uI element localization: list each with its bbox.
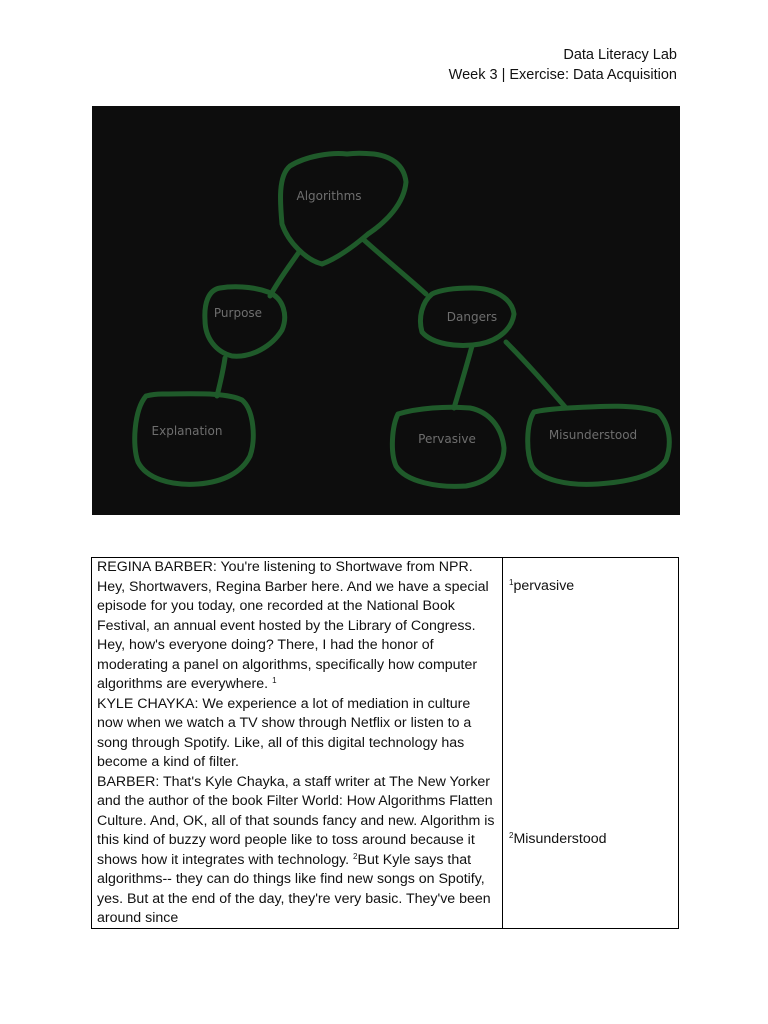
edge-algorithms-purpose xyxy=(270,252,299,296)
node-label-misunderstood: Misunderstood xyxy=(548,428,638,442)
mind-map-diagram xyxy=(92,106,680,515)
transcript-paragraph xyxy=(97,558,498,695)
exercise-title: Week 3 | Exercise: Data Acquisition xyxy=(448,66,677,83)
transcript-paragraph xyxy=(97,695,498,773)
edge-dangers-pervasive xyxy=(454,346,472,408)
margin-note xyxy=(509,577,574,597)
page-header xyxy=(449,46,677,85)
transcript-text-column xyxy=(92,558,503,928)
paragraph-text: BARBER: That's Kyle Chayka, a staff writer at The New Yorker and the author of the book Filter World: How Algorithms Flatten Culture. And, OK, all of that sounds fancy and new. Algorithm is this kind of buzzy word people like to toss around because it shows how it integrates with technology. xyxy=(97,773,495,868)
mind-map-image xyxy=(92,106,680,515)
node-outline-purpose xyxy=(205,287,285,356)
node-label-dangers: Dangers xyxy=(446,310,498,324)
footnote-ref: 2 xyxy=(353,851,358,861)
edge-algorithms-dangers xyxy=(364,240,426,294)
notes-column xyxy=(503,558,678,928)
node-label-algorithms: Algorithms xyxy=(296,189,362,203)
node-outline-pervasive xyxy=(392,407,504,486)
note-text: pervasive xyxy=(513,578,575,594)
note-number: 1 xyxy=(509,578,514,587)
course-title: Data Literacy Lab xyxy=(563,47,677,63)
footnote-ref: 1 xyxy=(272,676,277,685)
node-outline-explanation xyxy=(135,394,254,485)
edge-dangers-misunderstood xyxy=(506,342,566,408)
edge-purpose-explanation xyxy=(217,358,225,396)
transcript-paragraph xyxy=(97,773,498,929)
node-label-purpose: Purpose xyxy=(213,306,263,320)
node-outline-misunderstood xyxy=(528,406,670,484)
paragraph-text: REGINA BARBER: You're listening to Shortwave from NPR. Hey, Shortwavers, Regina Barber here. And we have a special episode for you today, one recorded at the National Book Festival, an annual event hosted by the Library of Congress. Hey, how's everyone doing? There, I had the honor of moderating a panel on algorithms, specifically how computer algorithms are everywhere. xyxy=(97,559,489,692)
node-outline-algorithms xyxy=(280,153,406,264)
node-label-explanation: Explanation xyxy=(151,424,223,438)
paragraph-text: But Kyle says that algorithms-- they can do things like find new songs on Spotify, yes. But at the end of the day, they're very basic. They've been around since xyxy=(97,851,491,926)
node-label-pervasive: Pervasive xyxy=(418,432,476,446)
transcript-table xyxy=(91,557,679,929)
note-number: 2 xyxy=(509,831,514,840)
paragraph-text: KYLE CHAYKA: We experience a lot of mediation in culture now when we watch a TV show through Netflix or listen to a song through Spotify. Like, all of this digital technology has become a kind of filter. xyxy=(97,695,472,770)
margin-note xyxy=(509,830,607,850)
note-text: Misunderstood xyxy=(513,831,607,847)
